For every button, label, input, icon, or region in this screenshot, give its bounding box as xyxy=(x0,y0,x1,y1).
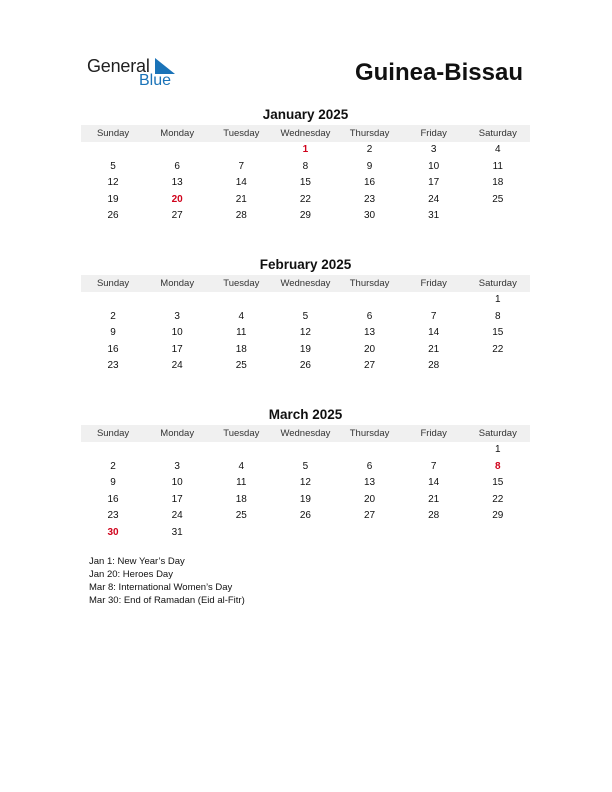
day-cell: 9 xyxy=(110,477,116,488)
day-cell: 29 xyxy=(299,210,311,221)
week-row xyxy=(81,159,530,176)
day-cell: 5 xyxy=(302,460,309,472)
day-cell: 27 xyxy=(171,210,183,221)
empty-day-cell xyxy=(402,525,466,542)
weekday-label: Wednesday xyxy=(280,128,331,139)
day-cell: 13 xyxy=(364,477,376,488)
day-cell: 1 xyxy=(495,294,501,305)
weekday-label: Thursday xyxy=(349,428,390,439)
day-cell: 13 xyxy=(171,177,183,188)
weekday-label: Saturday xyxy=(478,428,517,439)
logo-blue-text: Blue xyxy=(139,72,172,89)
day-cell: 23 xyxy=(364,193,376,205)
weekday-label: Sunday xyxy=(96,428,130,439)
empty-day-cell xyxy=(81,142,145,159)
day-cell: 25 xyxy=(235,510,247,521)
weekday-label: Sunday xyxy=(96,278,130,289)
weekday-header xyxy=(81,275,530,292)
weekday-label: Sunday xyxy=(96,128,130,139)
day-cell: 14 xyxy=(428,477,440,488)
day-cell: 6 xyxy=(366,460,373,472)
day-cell: 31 xyxy=(428,210,440,221)
day-cell: 12 xyxy=(107,177,119,188)
month-march xyxy=(81,406,530,541)
day-cell: 9 xyxy=(366,160,373,172)
holiday-entry: Mar 8: International Women’s Day xyxy=(89,582,233,593)
day-cell: 7 xyxy=(430,310,437,322)
week-row xyxy=(81,192,530,209)
empty-day-cell xyxy=(145,142,209,159)
day-cell: 16 xyxy=(107,493,119,505)
day-cell: 15 xyxy=(492,327,504,338)
holiday-day-cell: 1 xyxy=(302,144,309,155)
empty-day-cell xyxy=(209,442,273,459)
week-grid xyxy=(81,142,530,225)
day-cell: 10 xyxy=(171,327,183,338)
empty-day-cell xyxy=(466,208,530,225)
day-cell: 21 xyxy=(428,493,440,505)
day-cell: 4 xyxy=(238,460,245,472)
day-cell: 28 xyxy=(428,360,440,371)
month-january xyxy=(81,106,530,225)
day-cell: 1 xyxy=(495,444,501,455)
day-cell: 31 xyxy=(171,526,183,538)
day-cell: 26 xyxy=(299,360,311,371)
day-cell: 2 xyxy=(110,310,116,322)
day-cell: 3 xyxy=(174,460,180,472)
day-cell: 2 xyxy=(366,144,373,155)
week-row xyxy=(81,475,530,492)
month-title: February 2025 xyxy=(259,257,352,272)
week-grid xyxy=(81,442,530,541)
week-row xyxy=(81,358,530,375)
day-cell: 10 xyxy=(428,160,440,172)
holiday-day-cell: 8 xyxy=(495,460,501,472)
day-cell: 17 xyxy=(428,177,440,188)
weekday-header xyxy=(81,125,530,142)
day-cell: 24 xyxy=(171,510,183,521)
logo xyxy=(87,56,187,92)
weekday-label: Thursday xyxy=(349,278,390,289)
week-row xyxy=(81,142,530,159)
week-row xyxy=(81,208,530,225)
day-cell: 8 xyxy=(495,310,501,322)
month-february xyxy=(81,256,530,375)
weekday-label: Tuesday xyxy=(223,428,260,439)
day-cell: 21 xyxy=(235,193,247,205)
day-cell: 3 xyxy=(174,310,180,322)
day-cell: 3 xyxy=(430,144,437,155)
day-cell: 18 xyxy=(235,343,247,355)
day-cell: 22 xyxy=(299,193,311,205)
holiday-day-cell: 30 xyxy=(107,526,119,538)
weekday-label: Wednesday xyxy=(280,428,331,439)
day-cell: 2 xyxy=(110,460,116,472)
day-cell: 11 xyxy=(236,327,247,338)
holiday-entry: Jan 1: New Year’s Day xyxy=(89,556,185,567)
empty-day-cell xyxy=(273,525,337,542)
empty-day-cell xyxy=(338,525,402,542)
week-row xyxy=(81,292,530,309)
day-cell: 30 xyxy=(364,210,376,221)
weekday-label: Monday xyxy=(160,428,195,439)
day-cell: 9 xyxy=(110,327,116,338)
day-cell: 28 xyxy=(235,210,247,221)
empty-day-cell xyxy=(466,525,530,542)
day-cell: 23 xyxy=(107,360,119,371)
week-row xyxy=(81,525,530,542)
day-cell: 19 xyxy=(299,343,311,355)
empty-day-cell xyxy=(81,442,145,459)
day-cell: 16 xyxy=(364,177,376,188)
day-cell: 27 xyxy=(364,510,376,521)
week-row xyxy=(81,175,530,192)
weekday-header xyxy=(81,425,530,442)
empty-day-cell xyxy=(402,442,466,459)
day-cell: 28 xyxy=(428,510,440,521)
month-title: March 2025 xyxy=(268,407,343,422)
weekday-label: Friday xyxy=(420,428,447,439)
empty-day-cell xyxy=(209,525,273,542)
day-cell: 17 xyxy=(171,493,183,505)
day-cell: 6 xyxy=(366,310,373,322)
day-cell: 15 xyxy=(299,177,311,188)
empty-day-cell xyxy=(338,292,402,309)
logo-general-text: General xyxy=(87,56,150,76)
week-row xyxy=(81,459,530,476)
week-row xyxy=(81,325,530,342)
holiday-entry: Mar 30: End of Ramadan (Eid al-Fitr) xyxy=(89,595,245,606)
weekday-label: Friday xyxy=(420,128,447,139)
day-cell: 13 xyxy=(364,327,376,338)
day-cell: 6 xyxy=(174,160,180,172)
weekday-label: Tuesday xyxy=(223,278,260,289)
holiday-list xyxy=(89,555,245,607)
day-cell: 24 xyxy=(171,360,183,371)
day-cell: 27 xyxy=(364,360,376,371)
day-cell: 8 xyxy=(302,160,309,172)
holiday-entry: Jan 20: Heroes Day xyxy=(89,569,173,580)
weekday-label: Monday xyxy=(160,128,195,139)
day-cell: 22 xyxy=(492,493,504,505)
empty-day-cell xyxy=(466,358,530,375)
day-cell: 18 xyxy=(492,177,504,188)
weekday-label: Saturday xyxy=(478,278,517,289)
day-cell: 26 xyxy=(299,510,311,521)
day-cell: 14 xyxy=(428,327,440,338)
weekday-label: Tuesday xyxy=(223,128,260,139)
day-cell: 18 xyxy=(235,493,247,505)
weekday-label: Wednesday xyxy=(280,278,331,289)
week-row xyxy=(81,508,530,525)
week-row xyxy=(81,442,530,459)
day-cell: 19 xyxy=(107,193,119,205)
weekday-label: Monday xyxy=(160,278,195,289)
country-title: Guinea-Bissau xyxy=(354,59,523,86)
day-cell: 11 xyxy=(236,477,247,488)
weekday-label: Friday xyxy=(420,278,447,289)
day-cell: 20 xyxy=(364,343,376,355)
day-cell: 10 xyxy=(171,477,183,488)
day-cell: 5 xyxy=(110,160,116,172)
day-cell: 17 xyxy=(171,343,183,355)
empty-day-cell xyxy=(145,292,209,309)
day-cell: 16 xyxy=(107,343,119,355)
weekday-label: Saturday xyxy=(478,128,517,139)
day-cell: 21 xyxy=(428,343,440,355)
empty-day-cell xyxy=(402,292,466,309)
day-cell: 20 xyxy=(364,493,376,505)
day-cell: 22 xyxy=(492,343,504,355)
day-cell: 4 xyxy=(495,144,501,155)
week-grid xyxy=(81,292,530,375)
holiday-day-cell: 20 xyxy=(171,193,183,205)
day-cell: 15 xyxy=(492,477,504,488)
empty-day-cell xyxy=(209,292,273,309)
day-cell: 25 xyxy=(235,360,247,371)
day-cell: 24 xyxy=(428,193,440,205)
day-cell: 7 xyxy=(430,460,437,472)
day-cell: 4 xyxy=(238,310,245,322)
day-cell: 29 xyxy=(492,510,504,521)
weekday-label: Thursday xyxy=(349,128,390,139)
month-title: January 2025 xyxy=(262,107,349,122)
day-cell: 12 xyxy=(299,327,311,338)
week-row xyxy=(81,309,530,326)
day-cell: 12 xyxy=(299,477,311,488)
day-cell: 19 xyxy=(299,493,311,505)
day-cell: 11 xyxy=(492,160,503,172)
empty-day-cell xyxy=(209,142,273,159)
week-row xyxy=(81,492,530,509)
empty-day-cell xyxy=(273,442,337,459)
empty-day-cell xyxy=(81,292,145,309)
empty-day-cell xyxy=(338,442,402,459)
day-cell: 7 xyxy=(238,160,245,172)
empty-day-cell xyxy=(145,442,209,459)
day-cell: 23 xyxy=(107,510,119,521)
day-cell: 26 xyxy=(107,210,119,221)
day-cell: 5 xyxy=(302,310,309,322)
week-row xyxy=(81,342,530,359)
day-cell: 14 xyxy=(235,177,247,188)
empty-day-cell xyxy=(273,292,337,309)
day-cell: 25 xyxy=(492,193,504,205)
